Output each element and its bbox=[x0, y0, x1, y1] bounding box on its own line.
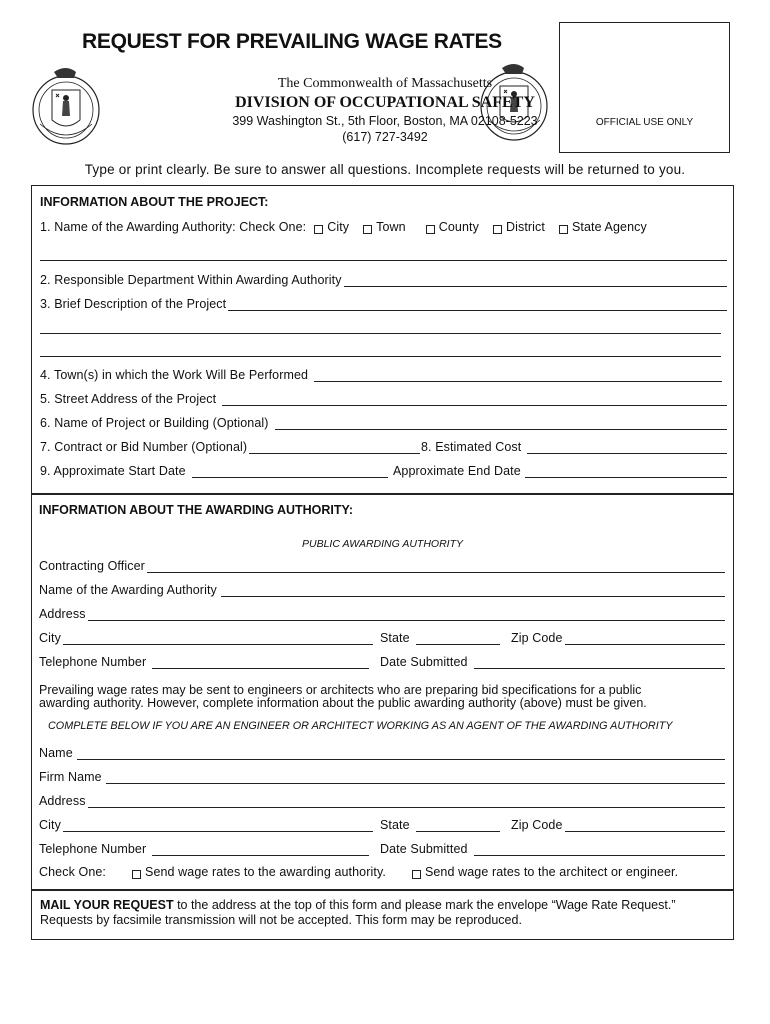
project-heading: INFORMATION ABOUT THE PROJECT: bbox=[40, 195, 269, 209]
option-district: District bbox=[505, 220, 545, 234]
agent-zip-label: Zip Code bbox=[511, 818, 563, 832]
check-one-label: Check One: bbox=[39, 865, 107, 879]
q3-label: 3. Brief Description of the Project bbox=[40, 297, 227, 311]
agent-city-row bbox=[39, 816, 373, 832]
q9-row bbox=[40, 462, 388, 478]
q6-input[interactable] bbox=[275, 417, 727, 430]
mail-text-1: to the address at the top of this form and please mark the envelope “Wage Rate Request.” bbox=[173, 898, 676, 912]
authority-address-input[interactable] bbox=[88, 608, 725, 621]
contracting-officer-label: Contracting Officer bbox=[39, 559, 145, 573]
agent-address-label: Address bbox=[39, 794, 86, 808]
authority-name-input[interactable] bbox=[221, 584, 725, 597]
q3-line-2[interactable] bbox=[40, 333, 721, 334]
authority-address-label: Address bbox=[39, 607, 86, 621]
q7-input[interactable] bbox=[249, 441, 420, 454]
q2-input[interactable] bbox=[344, 274, 727, 287]
mail-instructions bbox=[40, 899, 730, 927]
authority-city-input[interactable] bbox=[63, 632, 373, 645]
checkbox-county[interactable] bbox=[426, 225, 435, 234]
division-name: DIVISION OF OCCUPATIONAL SAFETY bbox=[235, 94, 535, 111]
q4-input[interactable] bbox=[314, 369, 722, 382]
agent-telephone-row bbox=[39, 840, 369, 856]
q8-input[interactable] bbox=[527, 441, 727, 454]
q5-input[interactable] bbox=[222, 393, 727, 406]
authority-telephone-input[interactable] bbox=[152, 656, 369, 669]
authority-heading: INFORMATION ABOUT THE AWARDING AUTHORITY: bbox=[39, 503, 354, 517]
checkbox-state-agency[interactable] bbox=[559, 225, 568, 234]
instructions: Type or print clearly. Be sure to answer all questions. Incomplete requests will be returned to you. bbox=[84, 162, 686, 177]
form-title: REQUEST FOR PREVAILING WAGE RATES bbox=[82, 30, 502, 53]
end-date-row bbox=[393, 462, 727, 478]
authority-zip-input[interactable] bbox=[565, 632, 725, 645]
checkbox-district[interactable] bbox=[493, 225, 502, 234]
authority-city-row bbox=[39, 629, 373, 645]
firm-name-row bbox=[39, 768, 725, 784]
official-use-label: OFFICIAL USE ONLY bbox=[595, 117, 694, 128]
public-authority-subheading: PUBLIC AWARDING AUTHORITY bbox=[301, 538, 464, 550]
mail-text-2: Requests by facsimile transmission will not be accepted. This form may be reproduced. bbox=[40, 913, 522, 927]
agent-city-input[interactable] bbox=[63, 819, 373, 832]
official-use-box bbox=[559, 22, 730, 153]
agent-note bbox=[39, 684, 729, 710]
send-option-2-label: Send wage rates to the architect or engineer. bbox=[424, 865, 679, 879]
authority-date-label: Date Submitted bbox=[380, 655, 468, 669]
option-county: County bbox=[438, 220, 479, 234]
q1-row bbox=[40, 218, 730, 234]
q7-row bbox=[40, 438, 420, 454]
division-address: 399 Washington St., 5th Floor, Boston, MA 02108-5223 bbox=[232, 114, 538, 128]
authority-name-row bbox=[39, 581, 725, 597]
authority-state-label: State bbox=[380, 631, 410, 645]
authority-date-input[interactable] bbox=[474, 656, 725, 669]
agent-state-label: State bbox=[380, 818, 410, 832]
agent-date-input[interactable] bbox=[474, 843, 725, 856]
q3-input[interactable] bbox=[228, 298, 727, 311]
contracting-officer-input[interactable] bbox=[147, 560, 725, 573]
q4-row bbox=[40, 366, 722, 382]
q1-answer-line[interactable] bbox=[40, 260, 727, 261]
checkbox-town[interactable] bbox=[363, 225, 372, 234]
q2-row bbox=[40, 271, 727, 287]
agent-state-input[interactable] bbox=[416, 819, 500, 832]
agent-state-row bbox=[380, 816, 500, 832]
option-town: Town bbox=[376, 220, 406, 234]
agent-telephone-input[interactable] bbox=[152, 843, 369, 856]
contracting-officer-row bbox=[39, 557, 725, 573]
q6-row bbox=[40, 414, 727, 430]
agent-telephone-label: Telephone Number bbox=[39, 842, 147, 856]
q9-label: 9. Approximate Start Date bbox=[40, 464, 186, 478]
q5-row bbox=[40, 390, 727, 406]
commonwealth-name: The Commonwealth of Massachusetts bbox=[277, 76, 493, 91]
agent-note-line-2: awarding authority. However, complete information about the public awarding authority (above) must be given. bbox=[39, 696, 647, 710]
q3-row bbox=[40, 295, 727, 311]
authority-zip-label: Zip Code bbox=[511, 631, 563, 645]
option-city: City bbox=[327, 220, 350, 234]
agent-name-input[interactable] bbox=[77, 747, 725, 760]
q1-label: 1. Name of the Awarding Authority: Check One: bbox=[40, 220, 307, 234]
authority-state-input[interactable] bbox=[416, 632, 500, 645]
agent-address-row bbox=[39, 792, 725, 808]
agent-name-row bbox=[39, 744, 725, 760]
end-date-label: Approximate End Date bbox=[393, 464, 521, 478]
authority-telephone-row bbox=[39, 653, 369, 669]
authority-state-row bbox=[380, 629, 500, 645]
authority-name-label: Name of the Awarding Authority bbox=[39, 583, 217, 597]
q3-line-3[interactable] bbox=[40, 356, 721, 357]
agent-heading: COMPLETE BELOW IF YOU ARE AN ENGINEER OR ARCHITECT WORKING AS AN AGENT OF THE AWARDING AUTHORITY bbox=[48, 720, 673, 732]
authority-telephone-label: Telephone Number bbox=[39, 655, 147, 669]
mail-heading: MAIL YOUR REQUEST bbox=[40, 898, 174, 912]
agent-date-label: Date Submitted bbox=[380, 842, 468, 856]
authority-zip-row bbox=[511, 629, 725, 645]
checkbox-send-to-architect[interactable] bbox=[412, 870, 421, 879]
agent-name-label: Name bbox=[39, 746, 73, 760]
checkbox-city[interactable] bbox=[314, 225, 323, 234]
q6-label: 6. Name of Project or Building (Optional) bbox=[40, 416, 269, 430]
q5-label: 5. Street Address of the Project bbox=[40, 392, 217, 406]
agent-city-label: City bbox=[39, 818, 61, 832]
authority-address-row bbox=[39, 605, 725, 621]
end-date-input[interactable] bbox=[525, 465, 727, 478]
authority-city-label: City bbox=[39, 631, 61, 645]
agent-date-row bbox=[380, 840, 725, 856]
send-option-row bbox=[39, 863, 729, 879]
firm-name-label: Firm Name bbox=[39, 770, 102, 784]
q8-label: 8. Estimated Cost bbox=[421, 440, 522, 454]
checkbox-send-to-authority[interactable] bbox=[132, 870, 141, 879]
division-phone: (617) 727-3492 bbox=[342, 130, 428, 144]
agent-address-input[interactable] bbox=[88, 795, 725, 808]
firm-name-input[interactable] bbox=[106, 771, 725, 784]
q2-label: 2. Responsible Department Within Awarding Authority bbox=[40, 273, 342, 287]
q4-label: 4. Town(s) in which the Work Will Be Performed bbox=[40, 368, 309, 382]
option-state-agency: State Agency bbox=[571, 220, 647, 234]
q8-row bbox=[421, 438, 727, 454]
authority-date-row bbox=[380, 653, 725, 669]
agent-zip-input[interactable] bbox=[565, 819, 725, 832]
agent-note-line-1: Prevailing wage rates may be sent to engineers or architects who are preparing bid specifications for a public bbox=[39, 683, 642, 697]
agent-zip-row bbox=[511, 816, 725, 832]
send-option-1-label: Send wage rates to the awarding authority. bbox=[145, 865, 386, 879]
start-date-input[interactable] bbox=[192, 465, 388, 478]
q7-label: 7. Contract or Bid Number (Optional) bbox=[40, 440, 248, 454]
